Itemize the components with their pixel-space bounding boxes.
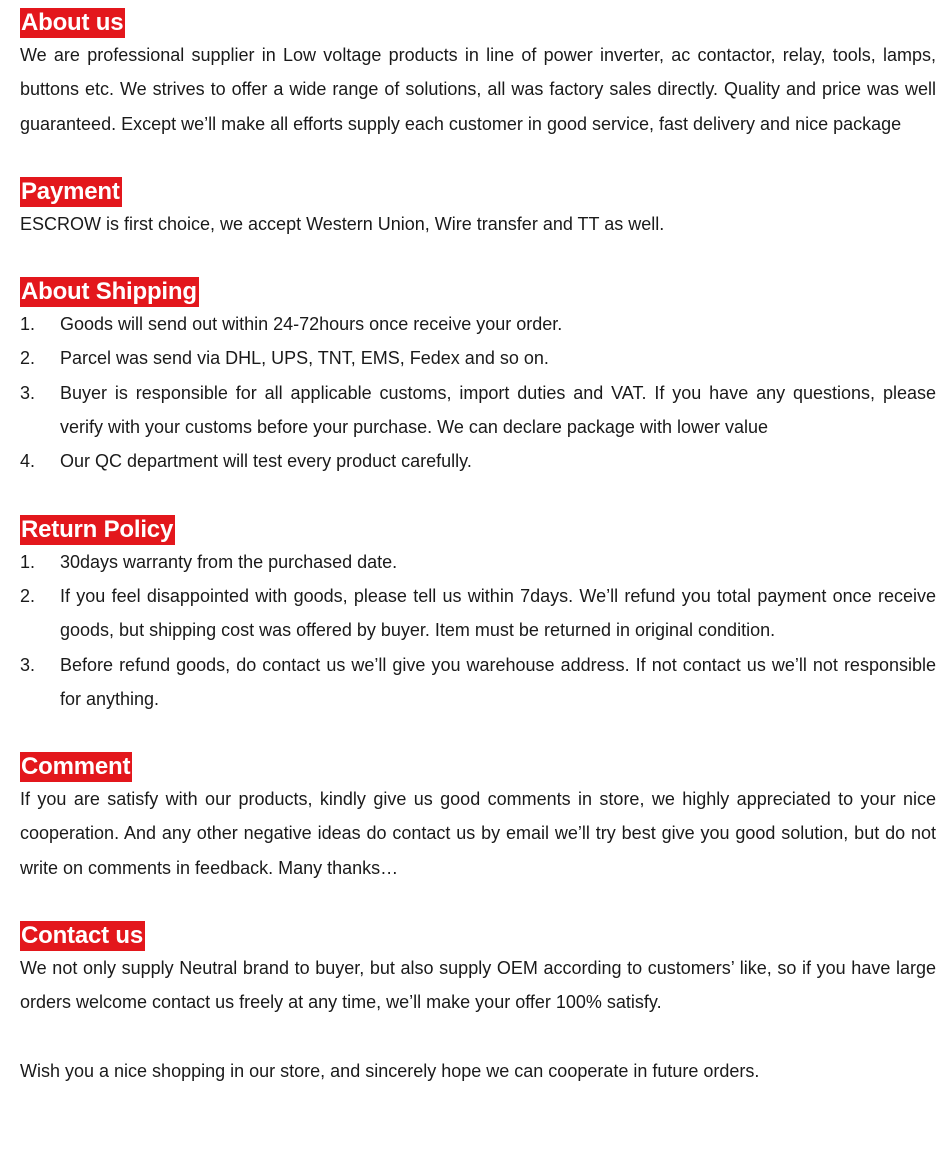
return-policy-list xyxy=(20,545,936,716)
list-item-text: Our QC department will test every product carefully. xyxy=(60,451,472,472)
list-item xyxy=(20,444,936,478)
payment-text: ESCROW is first choice, we accept Western Union, Wire transfer and TT as well. xyxy=(20,213,665,234)
closing-text: Wish you a nice shopping in our store, and sincerely hope we can cooperate in future orders. xyxy=(20,1060,760,1081)
contact-us-section xyxy=(20,921,936,1020)
payment-section xyxy=(20,177,936,241)
list-number: 4. xyxy=(20,451,36,472)
list-item xyxy=(20,648,936,717)
list-number: 1. xyxy=(20,551,36,572)
list-item-text: Parcel was send via DHL, UPS, TNT, EMS, Fedex and so on. xyxy=(60,348,549,369)
list-item-text: Goods will send out within 24-72hours once receive your order. xyxy=(60,314,563,335)
contact-us-text: We not only supply Neutral brand to buyer, but also supply OEM according to customers’ like, so if you have large orders welcome contact us freely at any time, we’ll make your offer 100% satisfy. xyxy=(20,958,936,1013)
list-item xyxy=(20,307,936,341)
return-policy-heading: Return Policy xyxy=(21,515,174,543)
shipping-heading: About Shipping xyxy=(21,278,197,306)
comment-text: If you are satisfy with our products, kindly give us good comments in store, we highly appreciated to your nice cooperation. And any other negative ideas do contact us by email we’ll try best give you good solution, but do not write on comments in feedback. Many thanks… xyxy=(20,789,936,878)
return-policy-section xyxy=(20,515,936,716)
list-item xyxy=(20,341,936,375)
list-number: 1. xyxy=(20,314,36,335)
list-item-text: If you feel disappointed with goods, please tell us within 7days. We’ll refund you total payment once receive goods, but shipping cost was offered by buyer. Item must be returned in original condition. xyxy=(60,585,936,641)
list-item xyxy=(20,579,936,648)
list-number: 2. xyxy=(20,585,36,606)
comment-heading: Comment xyxy=(21,753,131,781)
shipping-section xyxy=(20,277,936,478)
list-number: 3. xyxy=(20,654,36,675)
list-item-text: 30days warranty from the purchased date. xyxy=(60,551,398,572)
about-us-heading: About us xyxy=(21,9,124,36)
comment-section xyxy=(20,752,936,885)
contact-us-heading: Contact us xyxy=(21,922,144,950)
list-number: 3. xyxy=(20,382,36,403)
list-number: 2. xyxy=(20,348,36,369)
payment-heading: Payment xyxy=(21,177,120,205)
list-item-text: Before refund goods, do contact us we’ll give you warehouse address. If not contact us we’ll not responsible for anything. xyxy=(60,654,936,709)
about-us-text: We are professional supplier in Low voltage products in line of power inverter, ac contactor, relay, tools, lamps, buttons etc. We strives to offer a wide range of solutions, all was factory sales directly. Quality and price was well guaranteed. Except we’ll make all efforts supply each customer in good service, fast delivery and nice package xyxy=(20,45,936,134)
shipping-list xyxy=(20,307,936,478)
list-item-text: Buyer is responsible for all applicable customs, import duties and VAT. If you have any questions, please verify with your customs before your purchase. We can declare package with lower value xyxy=(60,382,936,438)
about-us-section xyxy=(20,8,936,141)
store-policy-document xyxy=(20,8,936,1088)
list-item xyxy=(20,376,936,445)
list-item xyxy=(20,545,936,579)
